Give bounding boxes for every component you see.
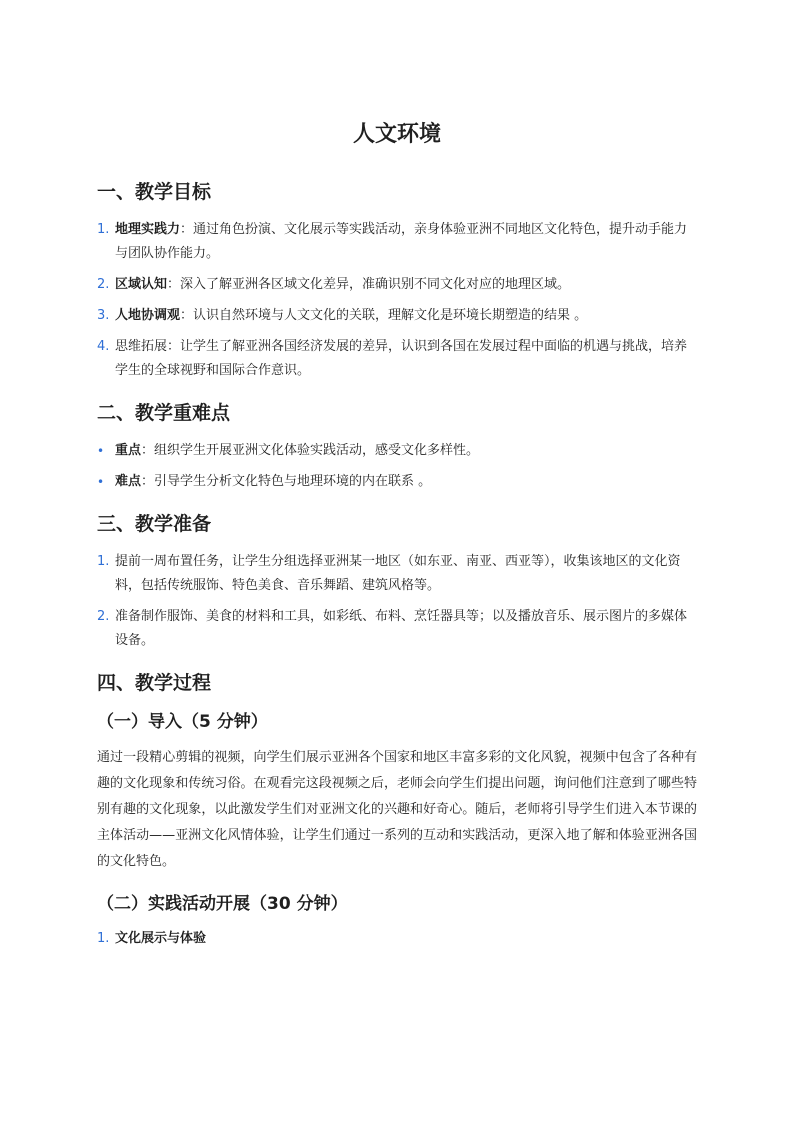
item-text: 思维拓展：让学生了解亚洲各国经济发展的差异，认识到各国在发展过程中面临的机遇与挑战，培养学生的全球视野和国际合作意识。 — [115, 339, 688, 378]
goals-list — [97, 218, 697, 383]
item-label: 区域认知 — [115, 277, 168, 292]
section-heading-keypoints: 二、教学重难点 — [97, 402, 231, 424]
item-text: 认识自然环境与人文文化的关联，理解文化是环境长期塑造的结果 。 — [193, 308, 588, 323]
list-number: 4. — [97, 339, 110, 354]
bullet-icon: • — [97, 444, 105, 458]
prep-list — [97, 550, 697, 653]
section-heading-process: 四、教学过程 — [97, 672, 212, 694]
item-label: 文化展示与体验 — [115, 931, 207, 946]
item-separator: ： — [141, 474, 155, 489]
list-item — [97, 218, 697, 266]
section-heading-goals: 一、教学目标 — [97, 181, 212, 203]
list-item — [97, 550, 697, 598]
item-text: 引导学生分析文化特色与地理环境的内在联系 。 — [154, 474, 432, 489]
item-separator: ： — [167, 277, 181, 292]
item-label: 地理实践力 — [115, 222, 181, 237]
item-separator: ： — [180, 222, 194, 237]
item-text: 通过角色扮演、文化展示等实践活动，亲身体验亚洲不同地区文化特色，提升动手能力与团队协作能力。 — [115, 222, 688, 261]
section-heading-prep: 三、教学准备 — [97, 513, 212, 535]
item-separator: ： — [141, 443, 155, 458]
item-text: 组织学生开展亚洲文化体验实践活动，感受文化多样性。 — [154, 443, 480, 458]
list-number: 1. — [97, 931, 110, 946]
list-item — [97, 273, 697, 297]
list-number: 2. — [97, 277, 110, 292]
item-text: 深入了解亚洲各区域文化差异，准确识别不同文化对应的地理区域。 — [180, 277, 571, 292]
item-separator: ： — [180, 308, 194, 323]
list-number: 3. — [97, 308, 110, 323]
keypoints-list — [97, 439, 697, 494]
list-number: 2. — [97, 609, 110, 624]
list-item — [97, 335, 697, 383]
practice-list — [97, 927, 697, 951]
item-label: 难点 — [115, 474, 142, 489]
list-item — [97, 605, 697, 653]
list-item — [97, 304, 697, 328]
document-title: 人文环境 — [352, 122, 441, 147]
item-label: 重点 — [115, 443, 142, 458]
subsection-heading-intro: （一）导入（5 分钟） — [97, 712, 268, 732]
item-text: 准备制作服饰、美食的材料和工具，如彩纸、布料、烹饪器具等；以及播放音乐、展示图片的多媒体设备。 — [115, 609, 688, 648]
list-number: 1. — [97, 222, 110, 237]
list-item — [97, 927, 697, 951]
intro-paragraph: 通过一段精心剪辑的视频，向学生们展示亚洲各个国家和地区丰富多彩的文化风貌，视频中包含了各种有趣的文化现象和传统习俗。在观看完这段视频之后，老师会向学生们提出问题，询问他们注意到了哪些特别有趣的文化现象，以此激发学生们对亚洲文化的兴趣和好奇心。随后，老师将引导学生们进入本节课的主体活动——亚洲文化风情体验，让学生们通过一系列的互动和实践活动，更深入地了解和体验亚洲各国的文化特色。 — [97, 750, 697, 869]
list-item — [97, 470, 697, 494]
bullet-icon: • — [97, 475, 105, 489]
item-label: 人地协调观 — [115, 308, 181, 323]
list-item — [97, 439, 697, 463]
item-text: 提前一周布置任务，让学生分组选择亚洲某一地区（如东亚、南亚、西亚等），收集该地区的文化资料，包括传统服饰、特色美食、音乐舞蹈、建筑风格等。 — [115, 554, 681, 593]
subsection-heading-practice: （二）实践活动开展（30 分钟） — [97, 894, 348, 914]
list-number: 1. — [97, 554, 110, 569]
